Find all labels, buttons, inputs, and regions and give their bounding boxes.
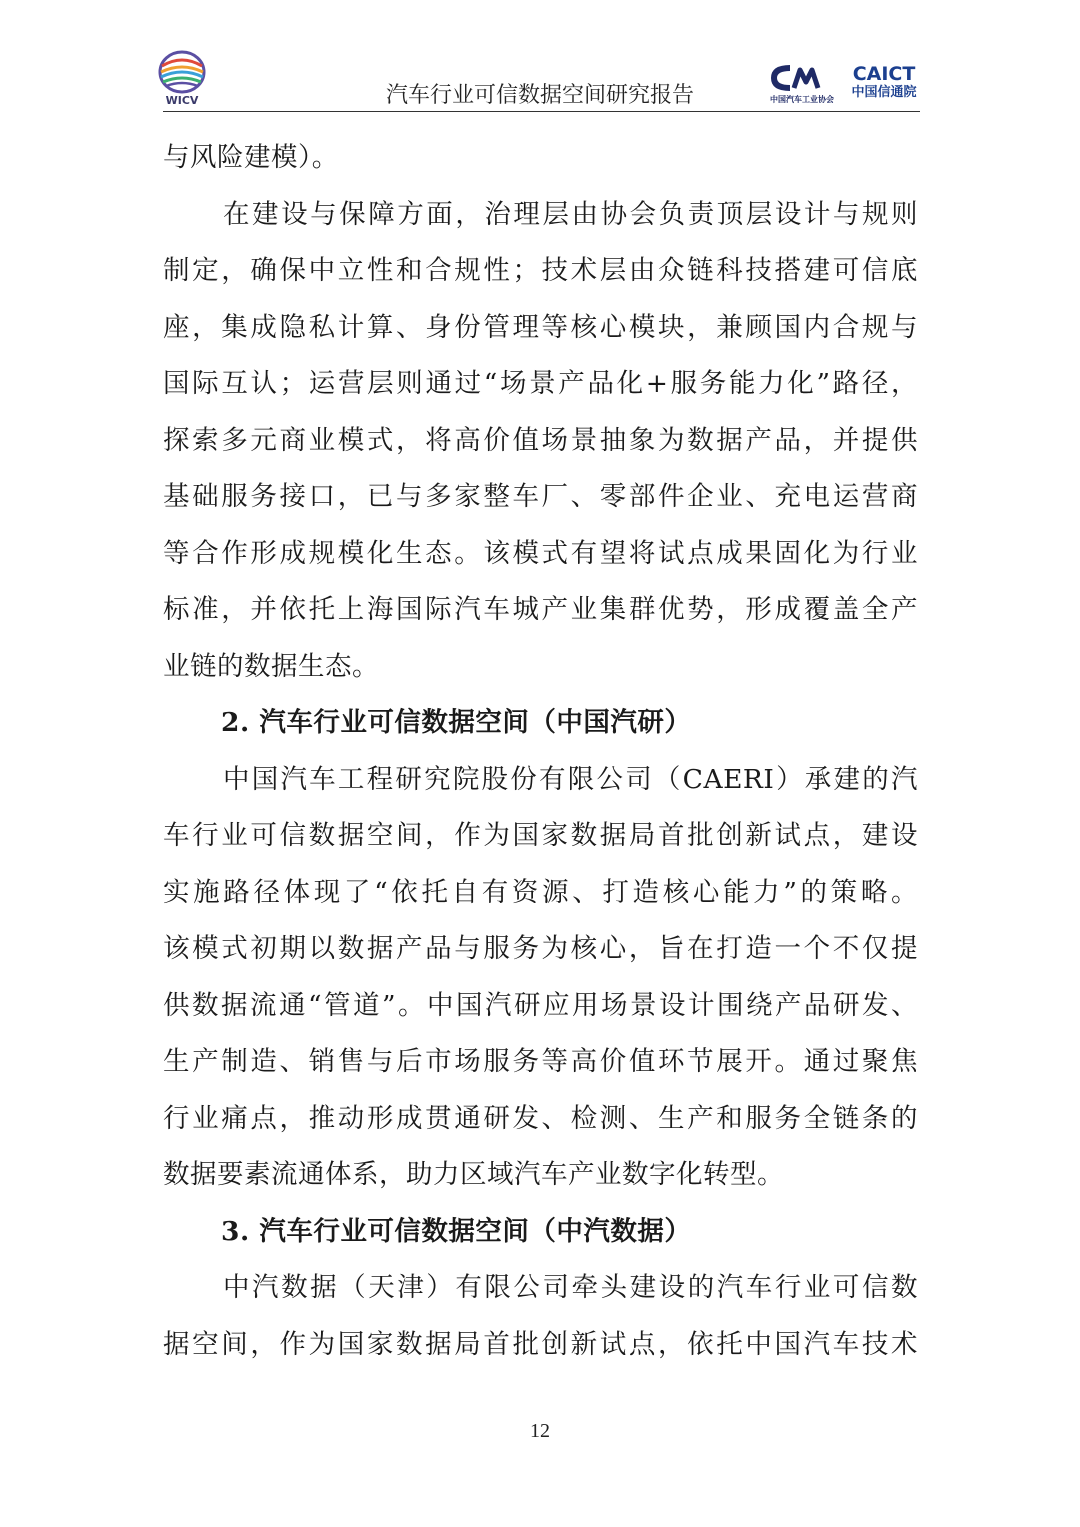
text-line: 该模式初期以数据产品与服务为核心，旨在打造一个不仅提 [163, 933, 918, 964]
paragraph-continued [163, 130, 918, 187]
text-line: 与风险建模）。 [163, 142, 339, 173]
caam-logo [760, 62, 844, 108]
page-number: 12 [530, 1420, 550, 1442]
text-line: 生产制造、销售与后市场服务等高价值环节展开。通过聚焦 [163, 1046, 918, 1077]
text-line: 中国汽车工程研究院股份有限公司（CAERI）承建的汽 [223, 763, 918, 795]
wicv-logo [156, 50, 208, 112]
wicv-logo-text: WICV [165, 94, 199, 107]
paragraph-catarc [163, 1260, 918, 1373]
text-line: 车行业可信数据空间，作为国家数据局首批创新试点，建设 [163, 820, 918, 851]
text-line: 探索多元商业模式，将高价值场景抽象为数据产品，并提供 [163, 424, 918, 456]
header-divider [163, 111, 920, 112]
text-line: 基础服务接口，已与多家整车厂、零部件企业、充电运营商 [163, 481, 918, 512]
caam-logo-text: 中国汽车工业协会 [770, 95, 834, 104]
caam-mark-icon [760, 62, 844, 92]
section-heading-catarc: 3. 汽车行业可信数据空间（中汽数据） [221, 1215, 692, 1247]
text-line: 行业痛点，推动形成贯通研发、检测、生产和服务全链条的 [163, 1102, 918, 1134]
text-line: 等合作形成规模化生态。该模式有望将试点成果固化为行业 [163, 537, 918, 569]
text-line: 座，集成隐私计算、身份管理等核心模块，兼顾国内合规与 [163, 311, 918, 343]
text-line: 业链的数据生态。 [163, 650, 379, 682]
caict-logo [847, 64, 921, 110]
page-header [0, 0, 1080, 118]
text-line: 实施路径体现了“依托自有资源、打造核心能力”的策略。 [163, 876, 918, 908]
wicv-rings-icon [156, 50, 208, 94]
text-line: 供数据流通“管道”。中国汽研应用场景设计围绕产品研发、 [163, 989, 918, 1021]
text-line: 数据要素流通体系，助力区域汽车产业数字化转型。 [163, 1159, 784, 1190]
caict-logo-name: 中国信通院 [851, 85, 917, 100]
paragraph-caeri [163, 752, 918, 1204]
text-line: 标准，并依托上海国际汽车城产业集群优势，形成覆盖全产 [163, 594, 918, 625]
text-line: 中汽数据（天津）有限公司牵头建设的汽车行业可信数 [223, 1272, 918, 1303]
page-body [163, 130, 918, 1373]
text-line: 国际互认；运营层则通过“场景产品化+服务能力化”路径， [163, 368, 918, 399]
report-title: 汽车行业可信数据空间研究报告 [385, 83, 694, 108]
caict-logo-abbr: CAICT [852, 63, 916, 85]
paragraph-construction [163, 187, 918, 696]
text-line: 在建设与保障方面，治理层由协会负责顶层设计与规则 [223, 198, 918, 230]
text-line: 据空间，作为国家数据局首批创新试点，依托中国汽车技术 [163, 1328, 918, 1360]
section-heading-caeri: 2. 汽车行业可信数据空间（中国汽研） [221, 707, 692, 738]
text-line: 制定，确保中立性和合规性；技术层由众链科技搭建可信底 [163, 255, 918, 286]
